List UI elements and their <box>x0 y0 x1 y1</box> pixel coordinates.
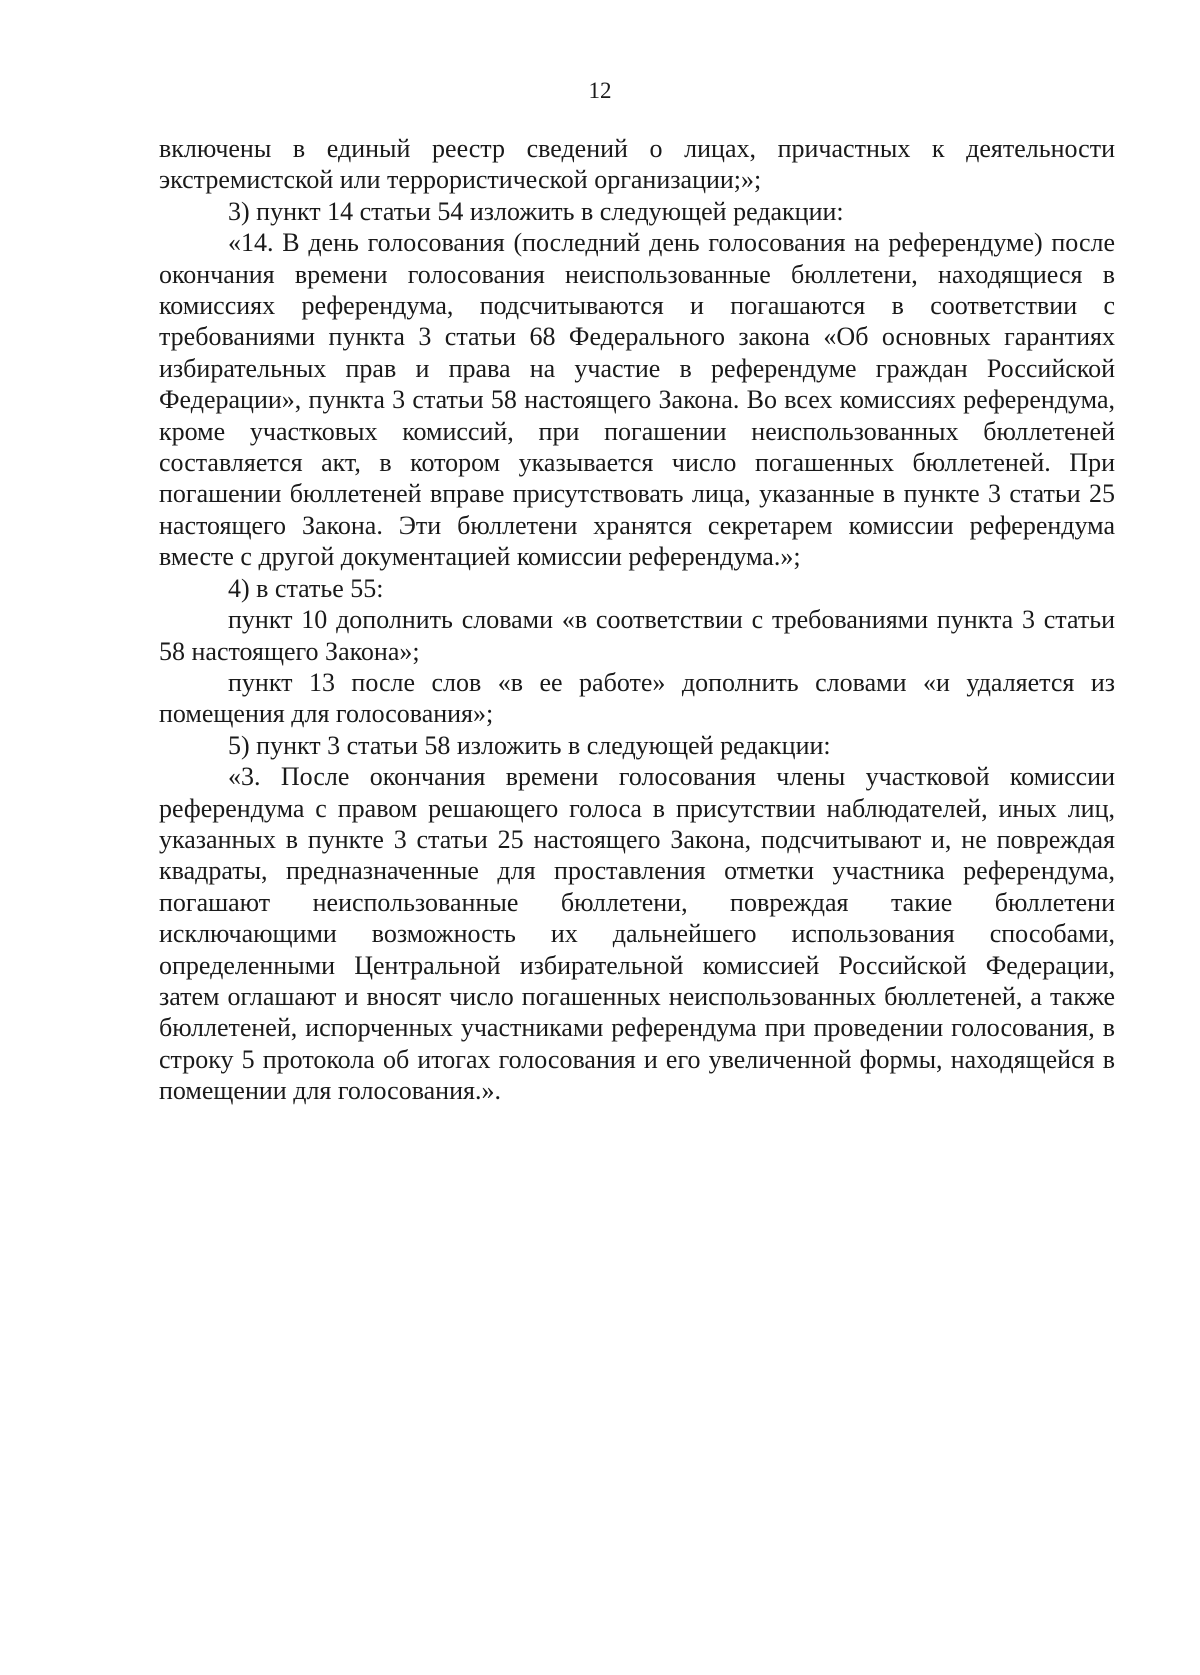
paragraph-article-54-point-14: «14. В день голосования (последний день голосования на референдуме) после окончания времени голосования неиспользованные бюллетени, находящиеся в комиссиях референдума, подсчитываются и погашаются в соответствии с требованиями пункта 3 статьи 68 Федерального закона «Об основных гарантиях избирательных прав и права на участие в референдуме граждан Российской Федерации», пункта 3 статьи 58 настоящего Закона. Во всех комиссиях референдума, кроме участковых комиссий, при погашении неиспользованных бюллетеней составляется акт, в котором указывается число погашенных бюллетеней. При погашении бюллетеней вправе присутствовать лица, указанные в пункте 3 статьи 25 настоящего Закона. Эти бюллетени хранятся секретарем комиссии референдума вместе с другой документацией комиссии референдума.»; <box>159 228 1115 572</box>
paragraph-item-4: 4) в статье 55: <box>228 573 384 603</box>
document-body <box>159 133 1115 1107</box>
paragraph-continuation: включены в единый реестр сведений о лицах, причастных к деятельности экстремистской или террористической организации;»; <box>159 134 1115 195</box>
paragraph-point-10: пункт 10 дополнить словами «в соответствии с требованиями пункта 3 статьи 58 настоящего Закона»; <box>159 605 1115 666</box>
paragraph-article-58-point-3: «3. После окончания времени голосования члены участковой комиссии референдума с правом решающего голоса в присутствии наблюдателей, иных лиц, указанных в пункте 3 статьи 25 настоящего Закона, подсчитывают и, не повреждая квадраты, предназначенные для проставления отметки участника референдума, погашают неиспользованные бюллетени, повреждая такие бюллетени исключающими возможность их дальнейшего использования способами, определенными Центральной избирательной комиссией Российской Федерации, затем оглашают и вносят число погашенных неиспользованных бюллетеней, а также бюллетеней, испорченных участниками референдума при проведении голосования, в строку 5 протокола об итогах голосования и его увеличенной формы, находящейся в помещении для голосования.». <box>159 762 1115 1106</box>
paragraph-item-5: 5) пункт 3 статьи 58 изложить в следующей редакции: <box>228 730 831 760</box>
paragraph-item-3: 3) пункт 14 статьи 54 изложить в следующей редакции: <box>228 196 844 226</box>
page-number: 12 <box>588 78 612 103</box>
paragraph-point-13: пункт 13 после слов «в ее работе» дополнить словами «и удаляется из помещения для голосования»; <box>159 667 1115 729</box>
